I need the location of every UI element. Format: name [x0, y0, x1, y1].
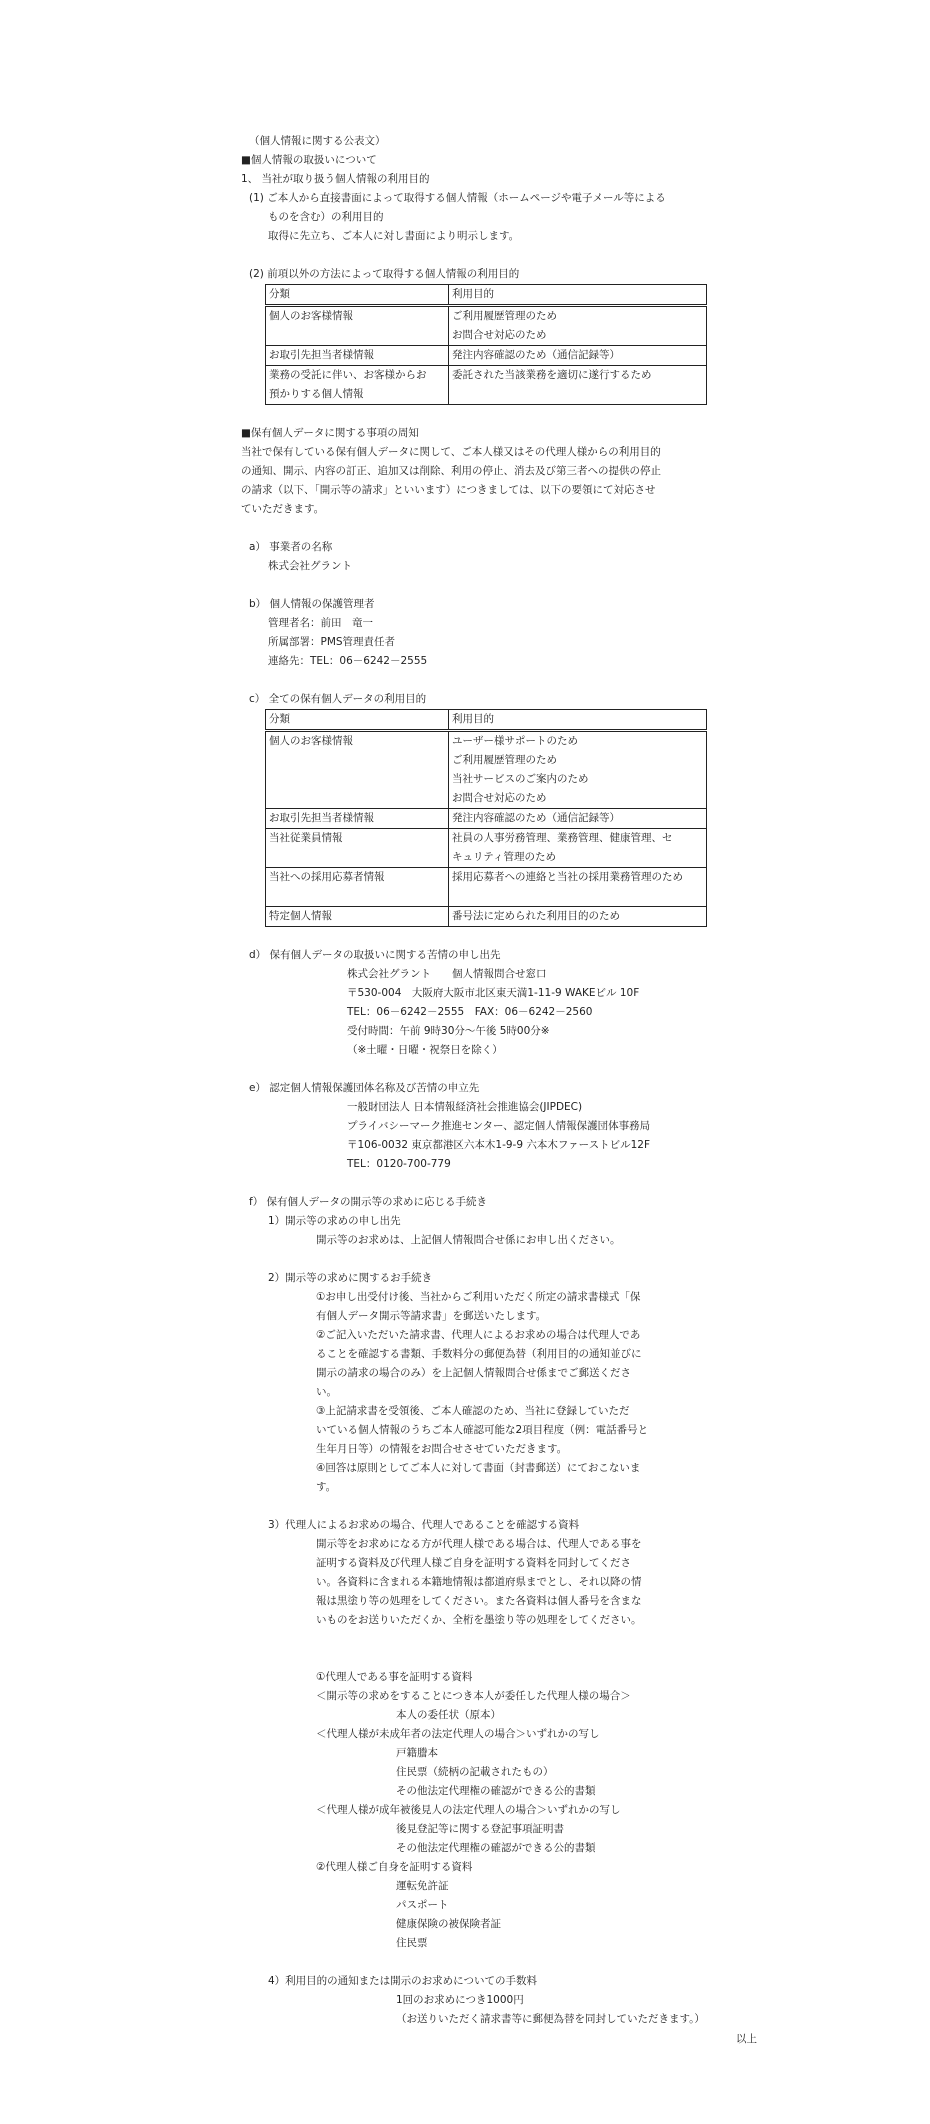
- f3-text-line: 証明する資料及び代理人様ご自身を証明する資料を同封してくださ: [316, 1557, 631, 1569]
- doc-title: （個人情報に関する公表文）: [249, 135, 386, 147]
- closing-mark: 以上: [736, 2033, 757, 2045]
- item-f-label: f） 保有個人データの開示等の求めに応じる手続き: [249, 1196, 488, 1208]
- fee-amount: 1回のお求めにつき1000円: [396, 1994, 524, 2006]
- table-row: [266, 306, 707, 346]
- f2-text-line: 開示の請求の場合のみ）を上記個人情報問合せ係までご郵送くださ: [316, 1367, 631, 1379]
- manager-name: 管理者名：前田 竜一: [268, 617, 373, 629]
- retained-paragraph: 当社で保有している保有個人データに関して、ご本人様又はその代理人様からの利用目的: [241, 446, 661, 458]
- organization-line: 〒106-0032 東京都港区六本木1-9-9 六本木ファーストビル12F: [347, 1139, 651, 1151]
- retained-paragraph: の請求（以下、「開示等の請求」といいます）につきましては、以下の要領にて対応させ: [241, 484, 656, 496]
- table-row: [266, 829, 707, 868]
- f2-text-line: い。: [316, 1386, 337, 1398]
- f2-text-line: 生年月日等）の情報をお問合せさせていただきます。: [316, 1443, 568, 1455]
- f3-text-line: い。各資料に含まれる本籍地情報は都道府県までとし、それ以降の情: [316, 1576, 642, 1588]
- item-a-value: 株式会社グラント: [268, 560, 352, 572]
- proof-document: 本人の委任状（原本）: [396, 1709, 501, 1721]
- proof-document: その他法定代理権の確認ができる公的書類: [396, 1785, 596, 1797]
- cell-line: ご利用履歴管理のため: [452, 310, 557, 322]
- item-1-1-text-cont: 取得に先立ち、ご本人に対し書面により明示します。: [268, 230, 520, 242]
- table-cell: 個人のお客様情報: [266, 731, 449, 809]
- purpose-table-2: [265, 709, 707, 927]
- table-cell: [449, 731, 707, 809]
- f2-text-line: いている個人情報のうちご本人確認可能な2項目程度（例：電話番号と: [316, 1424, 649, 1436]
- f2-text-line: ①お申し出受付け後、当社からご利用いただく所定の請求書様式「保: [316, 1291, 641, 1303]
- cell-line: 採用応募者への連絡と当社の採用業務管理のため: [452, 871, 683, 883]
- cell-line: 当社サービスのご案内のため: [452, 773, 589, 785]
- table-cell: [449, 868, 707, 907]
- proof-document: 住民票: [396, 1937, 428, 1949]
- cell-line: 業務の受託に伴い、お客様からお: [269, 369, 427, 381]
- table-header-cell: 利用目的: [449, 285, 707, 306]
- table-cell: [266, 366, 449, 405]
- organization-line: 一般財団法人 日本情報経済社会推進協会(JIPDEC): [347, 1101, 583, 1113]
- f4-label: 4）利用目的の通知または開示のお求めについての手数料: [268, 1975, 537, 1987]
- f3-text-line: いものをお送りいただくか、全桁を墨塗り等の処理をしてください。: [316, 1614, 642, 1626]
- table-cell: 発注内容確認のため（通信記録等）: [449, 809, 707, 829]
- f3-label: 3）代理人によるお求めの場合、代理人であることを確認する資料: [268, 1519, 580, 1531]
- f2-text-line: ることを確認する書類、手数料分の郵便為替（利用目的の通知並びに: [316, 1348, 642, 1360]
- f2-label: 2）開示等の求めに関するお手続き: [268, 1272, 433, 1284]
- item-1-1-text: (1) ご本人から直接書面によって取得する個人情報（ホームページや電子メール等による: [249, 192, 666, 204]
- table-cell: お取引先担当者様情報: [266, 809, 449, 829]
- document-body: [241, 132, 761, 2029]
- cell-line: キュリティ管理のため: [452, 851, 556, 863]
- item-a-label: a） 事業者の名称: [249, 541, 333, 553]
- retained-paragraph: ていただきます。: [241, 503, 325, 515]
- item-1-2-text: (2) 前項以外の方法によって取得する個人情報の利用目的: [249, 268, 520, 280]
- f1-text: 開示等のお求めは、上記個人情報問合せ係にお申し出ください。: [316, 1234, 621, 1246]
- cell-line: ご利用履歴管理のため: [452, 754, 557, 766]
- proof-heading: ①代理人である事を証明する資料: [316, 1671, 473, 1683]
- f2-text-line: 有個人データ開示等請求書」を郵送いたします。: [316, 1310, 547, 1322]
- f2-text-line: ④回答は原則としてご本人に対して書面（封書郵送）にておこないま: [316, 1462, 641, 1474]
- table-row: [266, 907, 707, 927]
- retained-paragraph: の通知、開示、内容の訂正、追加又は削除、利用の停止、消去及び第三者への提供の停止: [241, 465, 661, 477]
- table-cell: 特定個人情報: [266, 907, 449, 927]
- table-cell: [449, 829, 707, 868]
- proof-document: 住民票（続柄の記載されたもの）: [396, 1766, 554, 1778]
- complaint-contact-line: 株式会社グラント 個人情報問合せ窓口: [347, 968, 547, 980]
- proof-document: 後見登記等に関する登記事項証明書: [396, 1823, 564, 1835]
- fee-note: （お送りいただく請求書等に郵便為替を同封していただきます。）: [396, 2013, 705, 2025]
- f2-text-line: ③上記請求書を受領後、ご本人確認のため、当社に登録していただ: [316, 1405, 630, 1417]
- table-row: [266, 366, 707, 405]
- section-heading-retained: ■保有個人データに関する事項の周知: [241, 427, 419, 439]
- table-cell: [449, 306, 707, 346]
- proof-document: 健康保険の被保険者証: [396, 1918, 501, 1930]
- f3-text-line: 開示等をお求めになる方が代理人様である場合は、代理人である事を: [316, 1538, 642, 1550]
- proof-document: パスポート: [396, 1899, 449, 1911]
- table-row: [266, 868, 707, 907]
- item-1-1-text-cont: ものを含む）の利用目的: [268, 211, 384, 223]
- proof-case: ＜代理人様が成年被後見人の法定代理人の場合＞いずれかの写し: [316, 1804, 621, 1816]
- proof-heading: ②代理人様ご自身を証明する資料: [316, 1861, 473, 1873]
- cell-line: ユーザー様サポートのため: [452, 735, 578, 747]
- cell-line: お問合せ対応のため: [452, 792, 547, 804]
- table-cell: 発注内容確認のため（通信記録等）: [449, 346, 707, 366]
- table-header-row: [266, 285, 707, 306]
- item-1-heading: 1、 当社が取り扱う個人情報の利用目的: [241, 173, 430, 185]
- table-cell: 個人のお客様情報: [266, 306, 449, 346]
- manager-dept: 所属部署：PMS管理責任者: [268, 636, 396, 648]
- table-header-cell: 分類: [266, 285, 449, 306]
- cell-line: お問合せ対応のため: [452, 329, 547, 341]
- organization-line: プライバシーマーク推進センター、認定個人情報保護団体事務局: [347, 1120, 651, 1132]
- f3-text-line: 報は黒塗り等の処理をしてください。また各資料は個人番号を含まな: [316, 1595, 642, 1607]
- f1-label: 1）開示等の求めの申し出先: [268, 1215, 401, 1227]
- table-header-cell: 分類: [266, 710, 449, 731]
- complaint-contact-line: 受付時間：午前 9時30分～午後 5時00分※: [347, 1025, 550, 1037]
- complaint-contact-line: （※土曜・日曜・祝祭日を除く）: [347, 1044, 503, 1056]
- complaint-contact-line: 〒530-004 大阪府大阪市北区東天満1-11-9 WAKEビル 10F: [347, 987, 640, 999]
- proof-document: 運転免許証: [396, 1880, 449, 1892]
- proof-document: その他法定代理権の確認ができる公的書類: [396, 1842, 596, 1854]
- proof-case: ＜代理人様が未成年者の法定代理人の場合＞いずれかの写し: [316, 1728, 600, 1740]
- table-row: [266, 731, 707, 809]
- item-e-label: e） 認定個人情報保護団体名称及び苦情の申立先: [249, 1082, 480, 1094]
- table-cell: 当社への採用応募者情報: [266, 868, 449, 907]
- table-cell: 番号法に定められた利用目的のため: [449, 907, 707, 927]
- proof-document: 戸籍謄本: [396, 1747, 438, 1759]
- organization-line: TEL：0120-700-779: [347, 1158, 451, 1170]
- purpose-table-1: [265, 284, 707, 405]
- item-b-label: b） 個人情報の保護管理者: [249, 598, 375, 610]
- table-header-cell: 利用目的: [449, 710, 707, 731]
- manager-tel: 連絡先：TEL：06－6242－2555: [268, 655, 428, 667]
- proof-case: ＜開示等の求めをすることにつき本人が委任した代理人様の場合＞: [316, 1690, 631, 1702]
- table-header-row: [266, 710, 707, 731]
- item-c-label: c） 全ての保有個人データの利用目的: [249, 693, 427, 705]
- table-cell: 委託された当該業務を適切に遂行するため: [449, 366, 707, 405]
- cell-line: 預かりする個人情報: [269, 388, 364, 400]
- table-row: [266, 346, 707, 366]
- table-row: [266, 809, 707, 829]
- f2-text-line: す。: [316, 1481, 337, 1493]
- table-cell: お取引先担当者様情報: [266, 346, 449, 366]
- item-d-label: d） 保有個人データの取扱いに関する苦情の申し出先: [249, 949, 501, 961]
- table-cell: 当社従業員情報: [266, 829, 449, 868]
- f2-text-line: ②ご記入いただいた請求書、代理人によるお求めの場合は代理人であ: [316, 1329, 641, 1341]
- complaint-contact-line: TEL：06－6242－2555 FAX：06－6242－2560: [347, 1006, 593, 1018]
- cell-line: 社員の人事労務管理、業務管理、健康管理、セ: [452, 832, 673, 844]
- section-heading-handling: ■個人情報の取扱いについて: [241, 154, 377, 166]
